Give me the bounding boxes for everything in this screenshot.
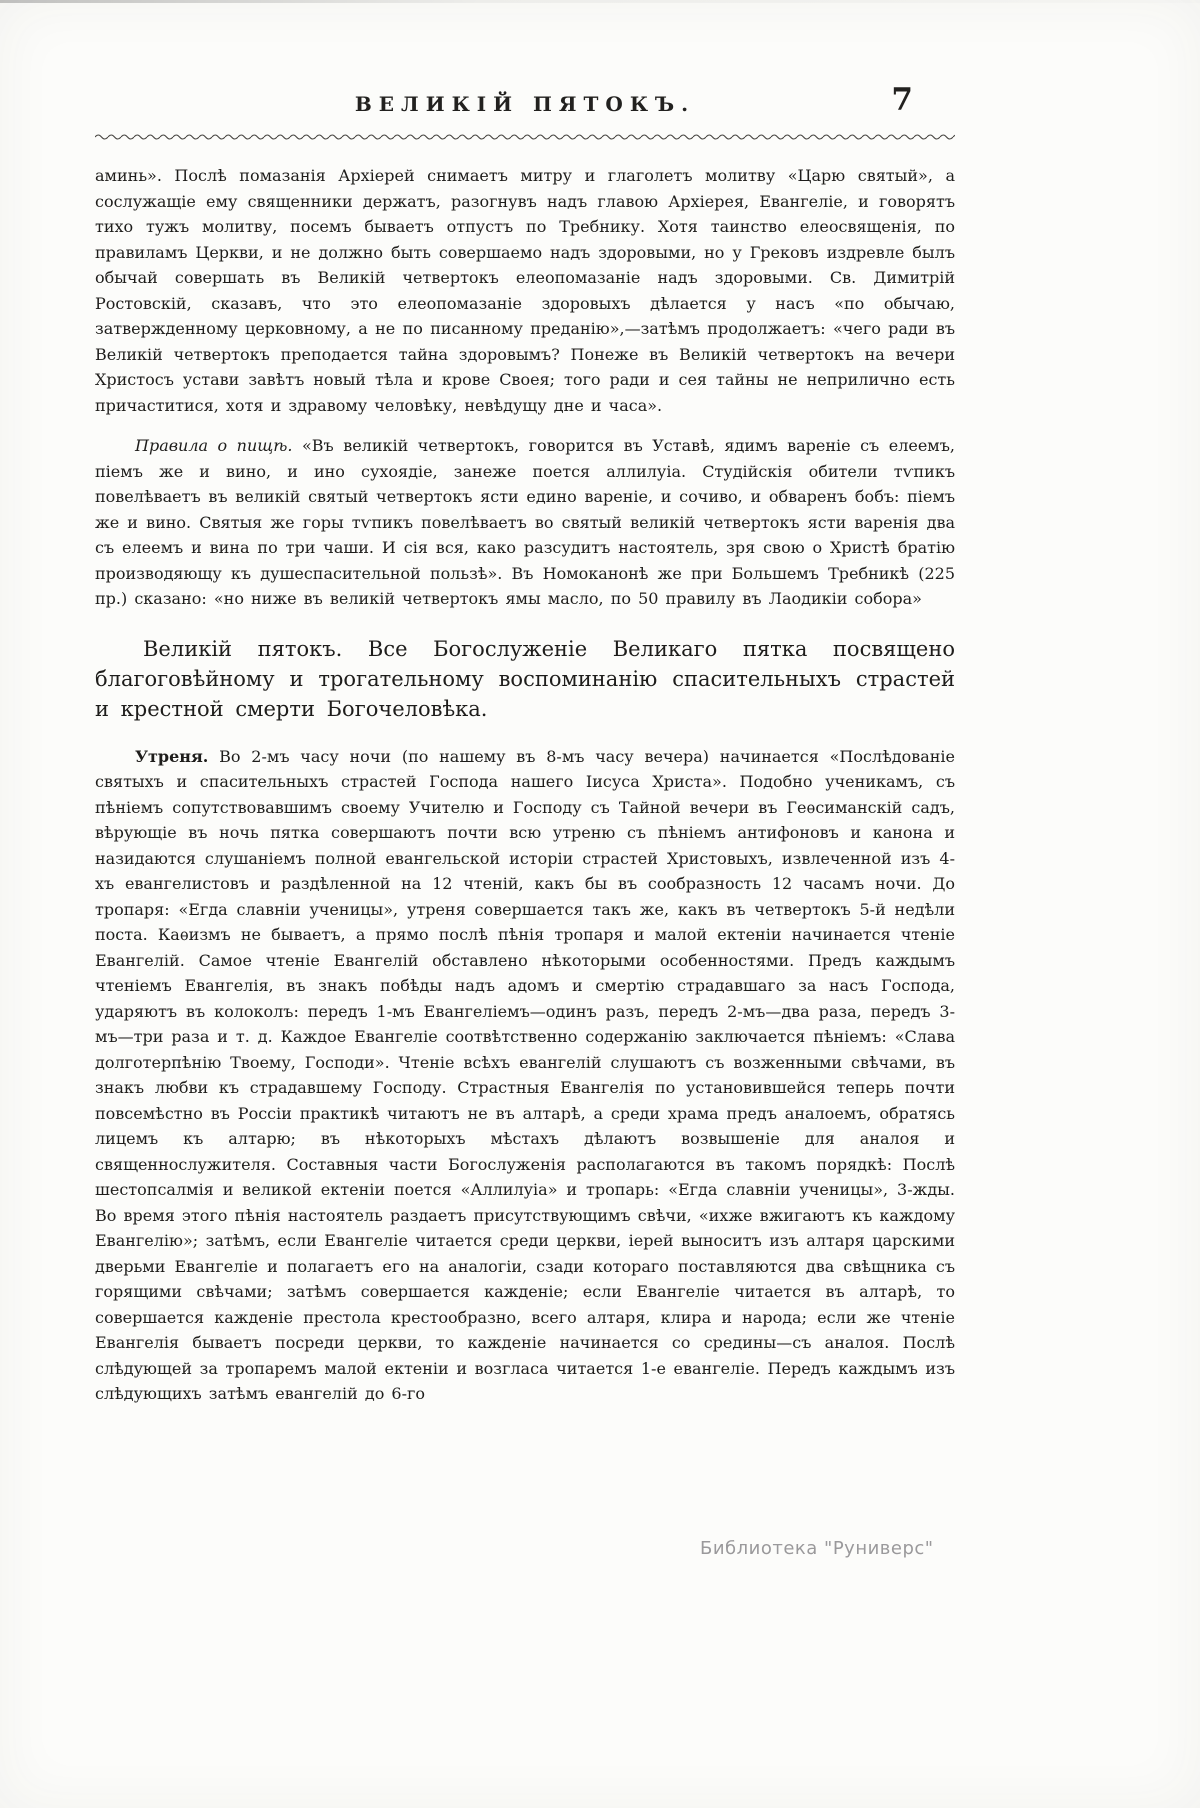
section-heading-lead: Великій пятокъ. (143, 636, 343, 661)
page-header (95, 82, 955, 128)
page-content (95, 82, 956, 1422)
section-heading-text: Все Богослуженіе Великаго пятка посвящено благоговѣйному и трогательному воспоминанію спасительныхъ страстей и крестной смерти Богочеловѣка. (95, 636, 955, 721)
section-heading-great-friday (95, 634, 955, 724)
paragraph-food-rules-lead: Правила о пищѣ. (135, 436, 293, 455)
paragraph-matins (95, 744, 955, 1407)
page-number: 7 (891, 82, 913, 118)
paragraph-matins-text: Во 2-мъ часу ночи (по нашему въ 8-мъ часу вечера) начинается «Послѣдованіе святыхъ и спасительныхъ страстей Господа нашего Іисуса Христа». Подобно ученикамъ, съ пѣніемъ сопутствовавшимъ своему Учителю и Господу съ Тайной вечери въ Геѳсиманскій садъ, вѣрующіе въ ночь пятка совершаютъ почти всю утреню съ пѣніемъ антифоновъ и канона и назидаются слушаніемъ полной евангельской исторіи страстей Христовыхъ, извлеченной изъ 4-хъ евангелистовъ и раздѣленной на 12 чтеній, какъ бы въ сообразность 12 часамъ ночи. До тропаря: «Егда славніи ученицы», утреня совершается такъ же, какъ въ четвертокъ 5-й недѣли поста. Каѳизмъ не бываетъ, а прямо послѣ пѣнія тропаря и малой ектеніи начинается чтеніе Евангелій. Самое чтеніе Евангелій обставлено нѣкоторыми особенностями. Предъ каждымъ чтеніемъ Евангелія, въ знакъ побѣды надъ адомъ и смертію страдавшаго за насъ Господа, ударяютъ въ колоколъ: передъ 1-мъ Евангеліемъ—одинъ разъ, передъ 2-мъ—два раза, передъ 3-мъ—три раза и т. д. Каждое Евангеліе соотвѣтственно содержанію заключается пѣніемъ: «Слава долготерпѣнію Твоему, Господи». Чтеніе всѣхъ евангелій слушаютъ съ возженными свѣчами, въ знакъ любви къ страдавшему Господу. Страстныя Евангелія по установившейся теперь почти повсемѣстно въ Россіи практикѣ читаютъ не въ алтарѣ, а среди храма предъ аналоемъ, обратясь лицемъ къ алтарю; въ нѣкоторыхъ мѣстахъ дѣлаютъ возвышеніе для аналоя и священнослужителя. Составныя части Богослуженія располагаются въ такомъ порядкѣ: Послѣ шестопсалмія и великой ектеніи поется «Аллилуіа» и тропарь: «Егда славніи ученицы», 3-жды. Во время этого пѣнія настоятель раздаетъ присутствующимъ свѣчи, «ихже вжигаютъ къ каждому Евангелію»; затѣмъ, если Евангеліе читается среди церкви, іерей выноситъ изъ алтаря царскими дверьми Евангеліе и полагаетъ его на аналогіи, сзади котораго поставляются два свѣщника съ горящими свѣчами; затѣмъ совершается кажденіе; если Евангеліе читается въ алтарѣ, то совершается кажденіе престола крестообразно, всего алтаря, клира и народа; если же чтеніе Евангелія бываетъ посреди церкви, то кажденіе начинается со средины—съ аналоя. Послѣ слѣдующей за тропаремъ малой ектеніи и возгласа читается 1-е евангеліе. Передъ каждымъ изъ слѣдующихъ затѣмъ евангелій до 6-го (95, 746, 955, 1403)
paragraph-matins-lead: Утреня. (135, 746, 209, 766)
wavy-divider-rule (95, 132, 955, 141)
running-title: ВЕЛИКІЙ ПЯТОКЪ. (354, 92, 696, 116)
paragraph-anointing-text: аминь». Послѣ помазанія Архіерей снимаетъ митру и глаголетъ молитву «Царю святый», а сослужащіе ему священники держатъ, разогнувъ надъ главою Архіерея, Евангеліе, и говорятъ тихо тужъ молитву, посемъ бываетъ отпустъ по Требнику. Хотя таинство елеосвященія, по правиламъ Церкви, и не должно быть совершаемо надъ здоровыми, но у Грековъ издревле былъ обычай совершать въ Великій четвертокъ елеопомазаніе надъ здоровыми. Св. Димитрій Ростовскій, сказавъ, что это елеопомазаніе здоровыхъ дѣлается у насъ «по обычаю, затвержденному церковному, а не по писанному преданію»,—затѣмъ продолжаетъ: «чего ради въ Великій четвертокъ преподается тайна здоровымъ? Понеже въ Великій четвертокъ на вечери Христосъ устави завѣтъ новый тѣла и крове Своея; того ради и сея тайны не неприлично есть причаститися, хотя и здравому человѣку, невѣдущу дне и часа». (95, 166, 955, 415)
paragraph-anointing (95, 163, 955, 418)
paragraph-food-rules (95, 433, 955, 612)
paragraph-food-rules-text: «Въ великій четвертокъ, говорится въ Уставѣ, ядимъ вареніе съ елеемъ, піемъ же и вино, и ино сухоядіе, занеже поется аллилуіа. Студійскія обители тѵпикъ повелѣваетъ въ великій святый четвертокъ ясти едино вареніе, и сочиво, и обваренъ бобъ: піемъ же и вино. Святыя же горы тѵпикъ повелѣваетъ во святый великій четвертокъ ясти варенія два съ елеемъ и вина по три чаши. И сія вся, како разсудитъ настоятель, зря свою о Христѣ братію производяющу къ душеспасительной пользѣ». Въ Номоканонѣ же при Большемъ Требникѣ (225 пр.) сказано: «но ниже въ великій четвертокъ ямы масло, по 50 правилу въ Лаодикіи собора» (95, 436, 956, 608)
scan-edge-artifact (0, 0, 1200, 3)
library-watermark: Библиотека "Руниверс" (700, 1538, 934, 1559)
